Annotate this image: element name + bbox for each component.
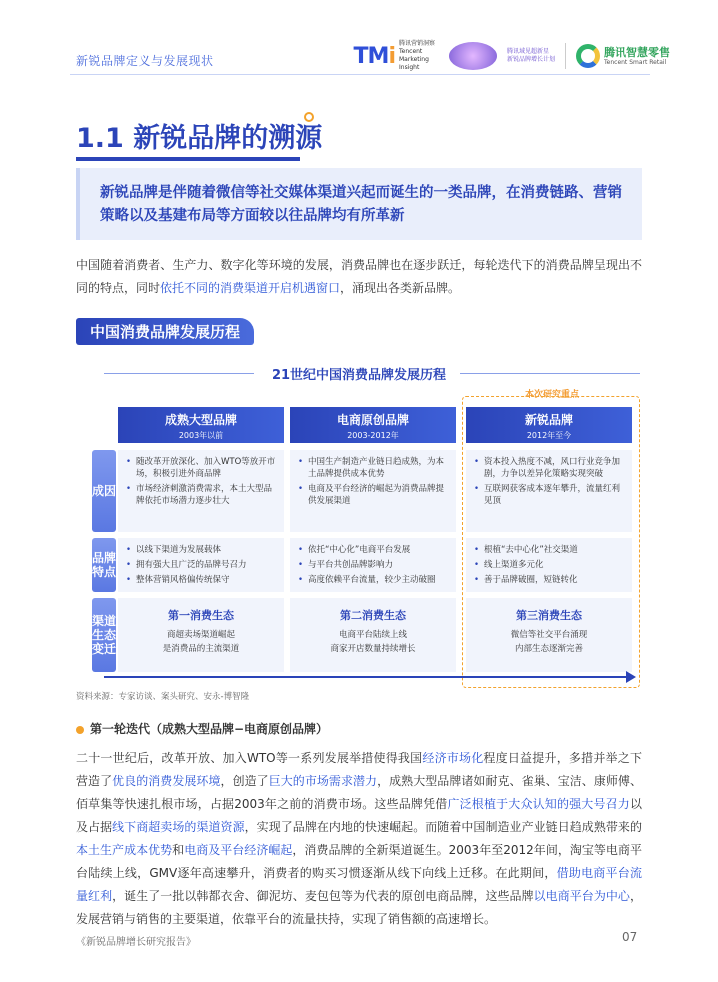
list-item: • 整体营销风格偏传统保守: [126, 574, 276, 586]
smart-retail-text: [604, 47, 670, 66]
subsection-title: 第一轮迭代（成熟大型品牌−电商原创品牌）: [90, 722, 329, 736]
column-header: [290, 407, 456, 443]
body-text: 二十一世纪后，改革开放、加入WTO等一系列发展举措使得我国: [76, 751, 423, 765]
ecosystem-line: 微信等社交平台涌现: [510, 630, 588, 640]
list-item: • 资本投入热度不减，风口行业竞争加剧，力争以差异化策略实现突破: [474, 456, 624, 480]
smart-retail-sub: Tencent Smart Retail: [604, 58, 667, 66]
tmi-logo-mark: TMi: [353, 43, 395, 69]
subsection-heading: [76, 720, 328, 737]
smart-retail-logo: [576, 44, 670, 68]
ecosystem-line: 商家开店数量持续增长: [330, 644, 416, 654]
body-highlight: 本土生产成本优势: [76, 843, 173, 857]
column-period: 2003-2012年: [347, 431, 399, 440]
bullet-dot-icon: [76, 726, 84, 734]
list-item: • 拥有强大且广泛的品牌号召力: [126, 559, 276, 571]
list-item: • 电商及平台经济的崛起为消费品牌提供发展渠道: [298, 483, 448, 507]
ecosystem-title: 第一消费生态: [168, 609, 234, 622]
ecosystem-line: 商超卖场渠道崛起: [166, 630, 235, 640]
ecosystem-line: 内部生态逐渐完善: [514, 644, 583, 654]
intro-highlight: 依托不同的消费渠道开启机遇窗口: [160, 281, 341, 295]
supernova-badge-text: 腾讯域见超新星 新锐品牌增长计划: [507, 48, 556, 63]
cause-cell: [466, 450, 632, 532]
logo-separator: [565, 43, 566, 69]
intro-text: ，涌现出各类新品牌。: [340, 281, 461, 295]
feature-cell: [290, 538, 456, 592]
diagram-title: 21世纪中国消费品牌发展历程: [271, 368, 447, 383]
section-title: 1.1 新锐品牌的溯源: [76, 123, 323, 154]
row-label-features: 品牌特点: [92, 538, 116, 592]
page-number: 07: [622, 930, 638, 944]
focus-label: 本次研究重点: [524, 390, 579, 400]
list-item: • 中国生产制造产业链日趋成熟，为本土品牌提供成本优势: [298, 456, 448, 480]
body-text: 和: [172, 843, 185, 857]
ecosystem-cell: [466, 598, 632, 672]
row-label-causes: 成因: [92, 450, 116, 532]
page-header: [0, 0, 718, 80]
brand-history-diagram: [76, 358, 642, 688]
body-text: ，发展营销与销售的主要渠道，依靠平台的流量扶持，实现了销售额的高速增长。: [76, 889, 642, 926]
logo-group: [354, 40, 670, 72]
list-item: • 市场经济刺激消费需求，本土大型品牌依托市场潜力逐步壮大: [126, 483, 276, 507]
smart-retail-icon: [576, 44, 600, 68]
ecosystem-cell: [118, 598, 284, 672]
body-highlight: 电商及平台经济崛起: [184, 843, 293, 857]
ecosystem-line: 是消费品的主流渠道: [162, 644, 240, 654]
body-highlight: 经济市场化: [422, 751, 484, 765]
column-period: 2003年以前: [178, 431, 224, 440]
body-text: ，实现了品牌在内地的快速崛起。而随着中国制造业产业链日趋成熟带来的: [244, 820, 642, 834]
column-header: [466, 407, 632, 443]
supernova-badge-icon: [449, 42, 497, 70]
list-item: • 以线下渠道为发展载体: [126, 544, 276, 556]
body-highlight: 巨大的市场需求潜力: [268, 774, 378, 788]
intro-paragraph: [76, 254, 642, 300]
body-highlight: 借助电商平台流量红利: [76, 866, 642, 903]
row-label-ecosystem: 渠道生态变迁: [92, 598, 116, 672]
column-header: [118, 407, 284, 443]
summary-accent-bar: [76, 168, 80, 240]
list-item: • 善于品牌破圈，短链转化: [474, 574, 624, 586]
list-item: • 随改革开放深化、加入WTO等放开市场，积极引进外商品牌: [126, 456, 276, 480]
list-item: • 互联网获客成本逐年攀升，流量红利见顶: [474, 483, 624, 507]
list-item: • 与平台共创品牌影响力: [298, 559, 448, 571]
feature-cell: [118, 538, 284, 592]
column-name: 电商原创品牌: [336, 413, 409, 427]
body-highlight: 广泛根植于大众认知的强大号召力: [447, 797, 630, 811]
body-text: 程度日益提升，多措并举之下营造了: [76, 751, 642, 788]
body-highlight: 优良的消费发展环境: [112, 774, 221, 788]
cause-cell: [118, 450, 284, 532]
body-text: ，诞生了一批以韩都衣舍、御泥坊、麦包包等为代表的原创电商品牌，这些品牌: [112, 889, 534, 903]
timeline-arrow-line: [104, 676, 630, 678]
figure-title-pill: 中国消费品牌发展历程: [76, 318, 254, 345]
cause-cell: [290, 450, 456, 532]
body-text: ，成熟大型品牌诸如耐克、雀巢、宝洁、康师傅、佰草集等快速扎根市场，占据2003年之前的消费市场。这些品牌凭借: [76, 774, 642, 811]
tmi-logo-text: 腾讯营销洞察 Tencent Marketing Insight: [399, 40, 436, 71]
section-summary: 新锐品牌是伴随着微信等社交媒体渠道兴起而诞生的一类品牌，在消费链路、营销策略以及基建布局等方面较以往品牌均有所革新: [76, 168, 642, 240]
list-item: • 依托“中心化”电商平台发展: [298, 544, 448, 556]
intro-text: 中国随着消费者、生产力、数字化等环境的发展，消费品牌也在逐步跃迁，每轮迭代下的消费品牌呈现出不同的特点，同时: [76, 258, 642, 295]
body-text: ，消费品牌的全新渠道诞生。2003年至2012年间，淘宝等电商平台陆续上线，GMV逐年高速攀升，消费者的购买习惯逐渐从线下向线上迁移。在此期间，: [76, 843, 642, 880]
ecosystem-cell: [290, 598, 456, 672]
section-underline: [76, 157, 300, 161]
body-text: ，创造了: [220, 774, 269, 788]
list-item: • 根植“去中心化”社交渠道: [474, 544, 624, 556]
body-paragraph: [76, 747, 642, 931]
header-divider: [70, 74, 650, 75]
body-highlight: 线下商超卖场的渠道资源: [112, 820, 245, 834]
body-text: 以及占据: [76, 797, 642, 834]
ecosystem-title: 第二消费生态: [340, 609, 406, 622]
list-item: • 高度依赖平台流量，较少主动破圈: [298, 574, 448, 586]
chapter-title: 新锐品牌定义与发展现状: [76, 54, 214, 68]
body-highlight: 以电商平台为中心: [533, 889, 630, 903]
ecosystem-line: 电商平台陆续上线: [338, 630, 407, 640]
column-name: 新锐品牌: [524, 413, 573, 427]
feature-cell: [466, 538, 632, 592]
decorative-dot-icon: [304, 112, 314, 122]
column-period: 2012年至今: [526, 431, 572, 440]
smart-retail-name: 腾讯智慧零售: [604, 45, 670, 59]
column-name: 成熟大型品牌: [164, 413, 237, 427]
report-footer: 《新锐品牌增长研究报告》: [76, 937, 196, 948]
tmi-logo: [354, 40, 439, 72]
source-note: 资料来源：专家访谈、案头研究、安永-博智隆: [76, 692, 250, 702]
list-item: • 线上渠道多元化: [474, 559, 624, 571]
timeline-arrow-icon: [626, 671, 636, 683]
ecosystem-title: 第三消费生态: [516, 609, 582, 622]
